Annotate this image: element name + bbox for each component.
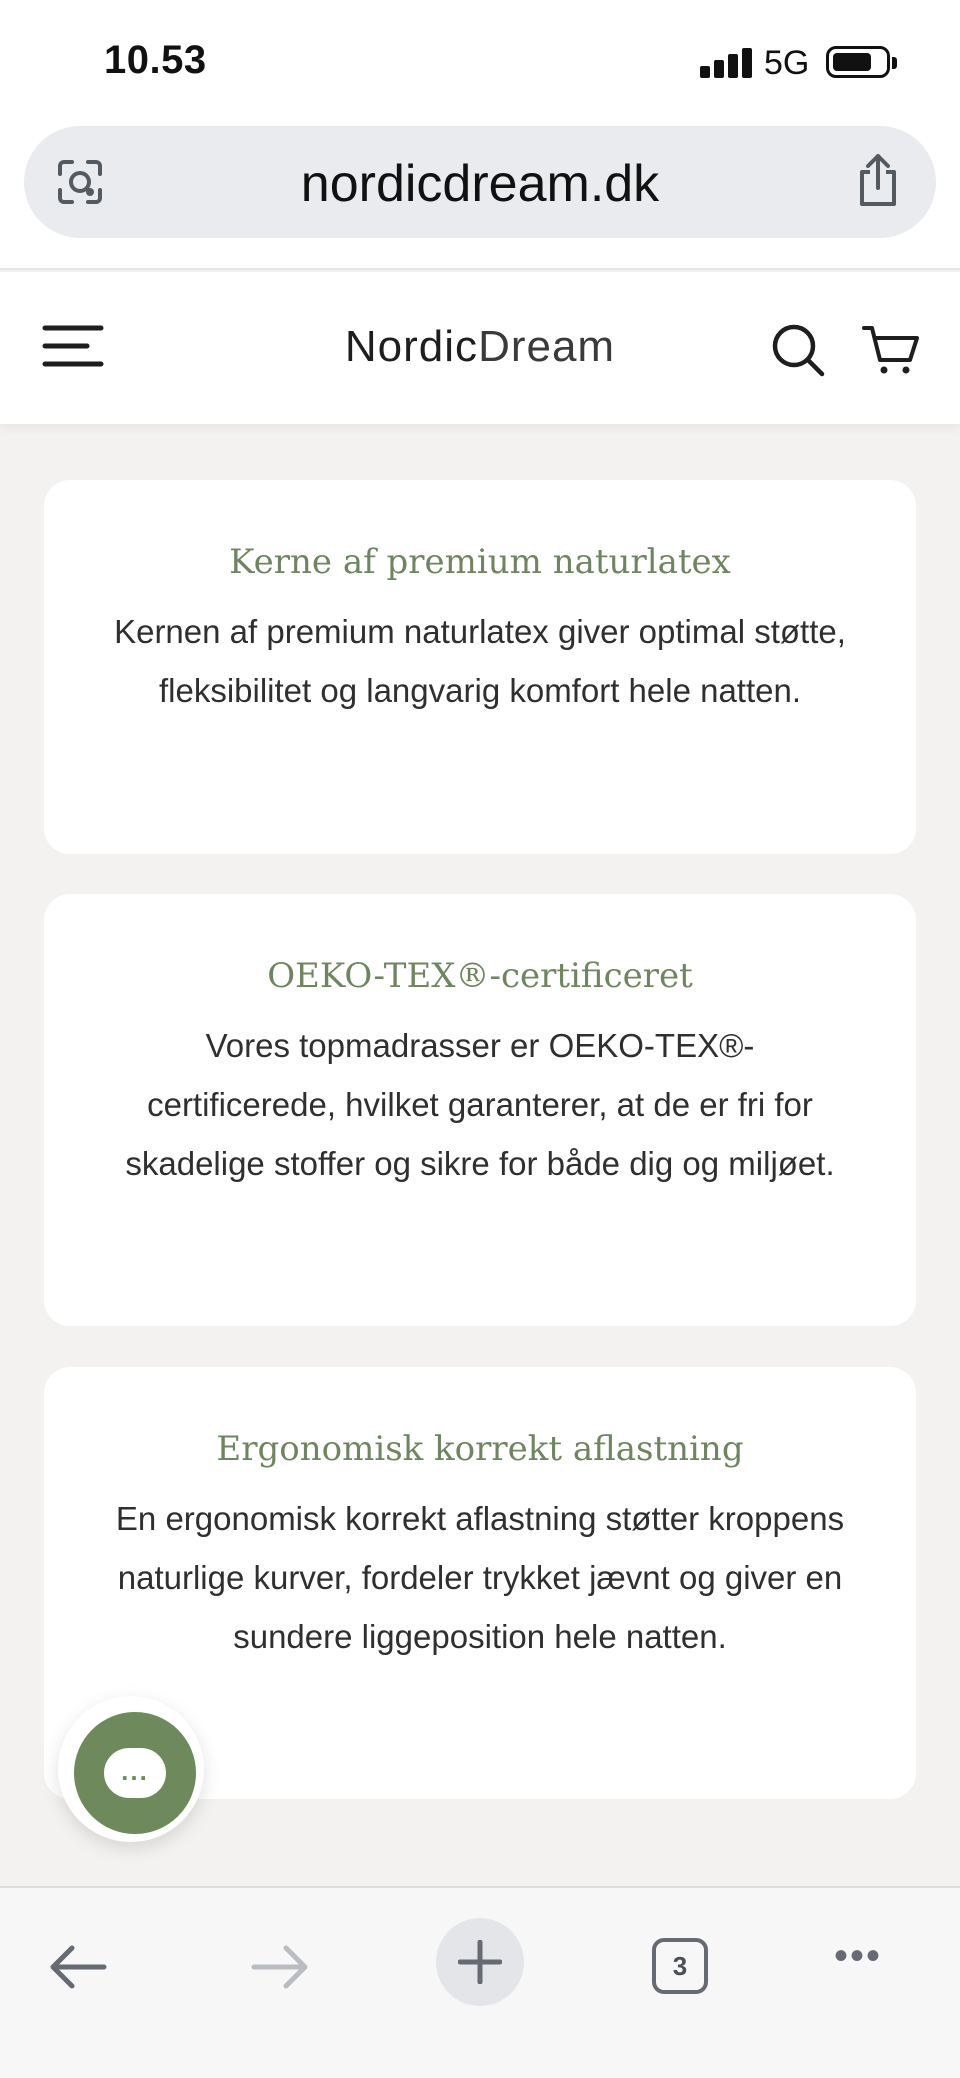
feature-card: [44, 480, 916, 854]
tabs-icon[interactable]: 3: [652, 1938, 708, 1994]
status-time: 10.53: [104, 38, 207, 82]
back-arrow-icon[interactable]: [48, 1942, 108, 1992]
browser-toolbar: [0, 1886, 960, 2078]
search-icon[interactable]: [770, 322, 826, 378]
cart-icon[interactable]: [862, 322, 920, 378]
card-body: Vores topmadrasser er OEKO-TEX®-certificerede, hvilket garanterer, at de er fri for skadelige stoffer og sikre for både dig og miljøet.: [125, 1027, 835, 1182]
url-text: nordicdream.dk: [300, 155, 660, 213]
feature-card: [44, 894, 916, 1326]
card-title: OEKO-TEX®-certificeret: [267, 956, 693, 996]
more-icon[interactable]: •••: [834, 1934, 883, 1978]
card-body: En ergonomisk korrekt aflastning støtter kroppens naturlige kurver, fordeler trykket jævnt og giver en sundere liggeposition hele natten.: [115, 1500, 845, 1655]
chat-icon: ...: [104, 1748, 166, 1798]
card-body: Kernen af premium naturlatex giver optimal støtte, fleksibilitet og langvarig komfort hele natten.: [114, 613, 846, 709]
logo-part-2: Dream: [478, 322, 616, 371]
plus-icon: [458, 1940, 502, 1984]
browser-url-area: [0, 120, 960, 270]
site-header: [0, 272, 960, 424]
card-title: Ergonomisk korrekt aflastning: [216, 1429, 744, 1469]
new-tab-button[interactable]: [436, 1918, 524, 2006]
forward-arrow-icon[interactable]: [250, 1942, 310, 1992]
card-title: Kerne af premium naturlatex: [229, 542, 731, 582]
address-bar[interactable]: [24, 126, 936, 238]
network-label: 5G: [764, 44, 810, 82]
chat-button[interactable]: [74, 1712, 196, 1834]
battery-icon: [826, 46, 890, 78]
status-bar: [0, 0, 960, 120]
share-icon[interactable]: [854, 152, 902, 208]
logo-part-1: Nordic: [344, 322, 479, 371]
signal-icon: [700, 48, 752, 78]
